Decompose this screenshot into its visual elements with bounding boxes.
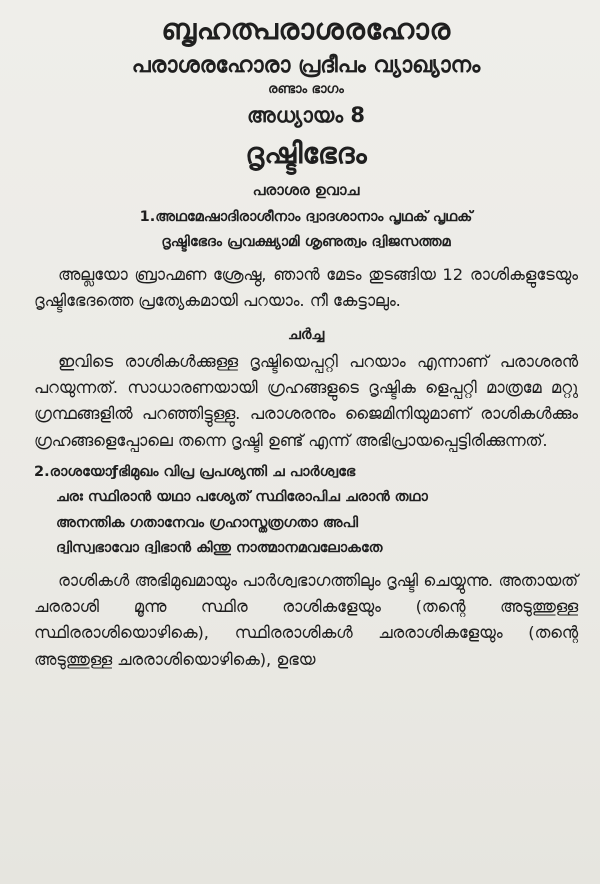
paragraph-text: ഇവിടെ രാശികൾക്കുള്ള ദൃഷ്ടിയെപ്പറ്റി പറയാം എന്നാണ് പരാശരൻ പറയുന്നത്. സാധാരണയായി ഗ്രഹങ്ങളുടെ ദൃഷ്ടിക ളെപ്പറ്റി മാത്രമേ മറ്റു ഗ്രന്ഥങ്ങളിൽ പറഞ്ഞിട്ടുള്ളു. പരാശരനും ജൈമിനിയുമാണ് രാശികൾക്കും ഗ്രഹങ്ങളെപ്പോലെ തന്നെ ദൃഷ്ടി ഉണ്ട് എന്ന് അഭിപ്രായപ്പെട്ടിരിക്കുന്നത്. — [34, 351, 578, 450]
verse-line: ദൃഷ്ടിഭേദം പ്രവക്ഷ്യാമി ശൃണുത്വം ദ്വിജസത്തമ — [161, 234, 451, 251]
verse-line: അനന്തിക ഗതാനേവം ഗ്രഹാസ്തത്രഗതാ അപി — [56, 514, 359, 531]
discussion-paragraph — [34, 349, 578, 455]
speaker-line: പരാശര ഉവാച — [252, 181, 360, 199]
paragraph-text: രാശികൾ അഭിമുഖമായും പാർശ്വഭാഗത്തിലും ദൃഷ്ടി ചെയ്യുന്നു. അതായത് ചരരാശി മൂന്നു സ്ഥിര രാശികളേയും (തന്റെ അടുത്തുള്ള സ്ഥിരരാശിയൊഴികെ), സ്ഥിരരാശികൾ ചരരാശികളേയും (തന്റെ അടുത്തുള്ള ചരരാശിയൊഴികെ), ഉഭയ — [34, 570, 578, 669]
chapter-number: അധ്യായം 8 — [247, 103, 365, 127]
part-label: രണ്ടാം ഭാഗം — [268, 82, 344, 97]
book-title: ബൃഹത്പരാശരഹോര — [161, 12, 451, 46]
verse-line: ചരഃ സ്ഥിരാൻ യഥാ പശ്യേത് സ്ഥിരോപിച ചരാൻ തഥാ — [56, 489, 428, 506]
chapter-title: ദൃഷ്ടിഭേദം — [245, 136, 367, 170]
translation-paragraph-2 — [34, 568, 578, 674]
verse-2 — [34, 460, 578, 562]
verse-line: 1.അഥമേഷാദിരാശീനാം ദ്വാദശാനാം പൃഥക് പൃഥക് — [139, 209, 473, 225]
verse-1 — [34, 205, 578, 256]
verse-line: ദ്വിസ്വഭാവോ ദ്വിഭാൻ കിന്തു നാത്മാനമവലോകതേ — [56, 540, 383, 557]
discussion-heading: ചർച്ച — [287, 324, 325, 343]
verse-line: 2.രാശയോƒഭിമുഖം വിപ്ര പ്രപശ്യന്തി ച പാർശ്വഭേ — [34, 464, 356, 481]
paragraph-text: അല്ലയോ ബ്രാഹ്മണ ശ്രേഷ്ഠ, ഞാൻ മേടം തുടങ്ങിയ 12 രാശികളുടേയും ദൃഷ്ടിഭേദത്തെ പ്രത്യേകമായി പറയാം. നീ കേട്ടാലും. — [34, 264, 578, 311]
commentary-subtitle: പരാശരഹോരാ പ്രദീപം വ്യാഖ്യാനം — [131, 53, 481, 78]
translation-paragraph — [34, 262, 578, 315]
